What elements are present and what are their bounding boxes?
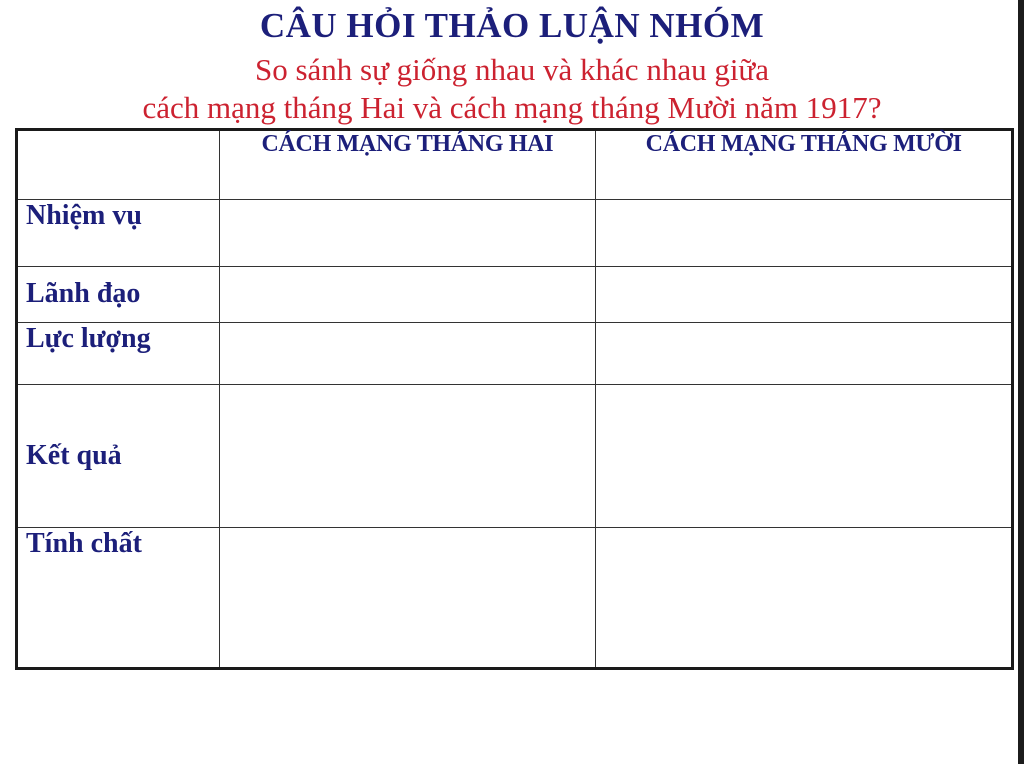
cell-february-tasks: [219, 200, 596, 266]
question-line-1: So sánh sự giống nhau và khác nhau giữa: [254, 52, 769, 87]
row-label-nature: Tính chất: [17, 528, 220, 669]
cell-february-leadership: [219, 266, 596, 322]
header-corner-cell: [17, 130, 220, 200]
cell-october-leadership: [596, 266, 1013, 322]
row-label-forces: Lực lượng: [17, 323, 220, 385]
page-title: CÂU HỎI THẢO LUẬN NHÓM: [259, 6, 765, 45]
table-row: [17, 323, 1013, 385]
table-row: [17, 200, 1013, 266]
cell-february-results: [219, 385, 596, 528]
window-edge: [1018, 0, 1024, 764]
row-label-tasks: Nhiệm vụ: [17, 200, 220, 266]
cell-february-nature: [219, 528, 596, 669]
question-line-2: cách mạng tháng Hai và cách mạng tháng Mười năm 1917?: [142, 90, 882, 125]
cell-october-tasks: [596, 200, 1013, 266]
row-label-results: Kết quả: [17, 385, 220, 528]
cell-october-results: [596, 385, 1013, 528]
cell-february-forces: [219, 323, 596, 385]
cell-october-nature: [596, 528, 1013, 669]
table-row: [17, 266, 1013, 322]
table-header-row: [17, 130, 1013, 200]
header-october-revolution: CÁCH MẠNG THÁNG MƯỜI: [596, 130, 1013, 200]
table-row: [17, 528, 1013, 669]
cell-october-forces: [596, 323, 1013, 385]
comparison-table: [15, 128, 1014, 670]
header-february-revolution: CÁCH MẠNG THÁNG HAI: [219, 130, 596, 200]
row-label-leadership: Lãnh đạo: [17, 266, 220, 322]
table-row: [17, 385, 1013, 528]
